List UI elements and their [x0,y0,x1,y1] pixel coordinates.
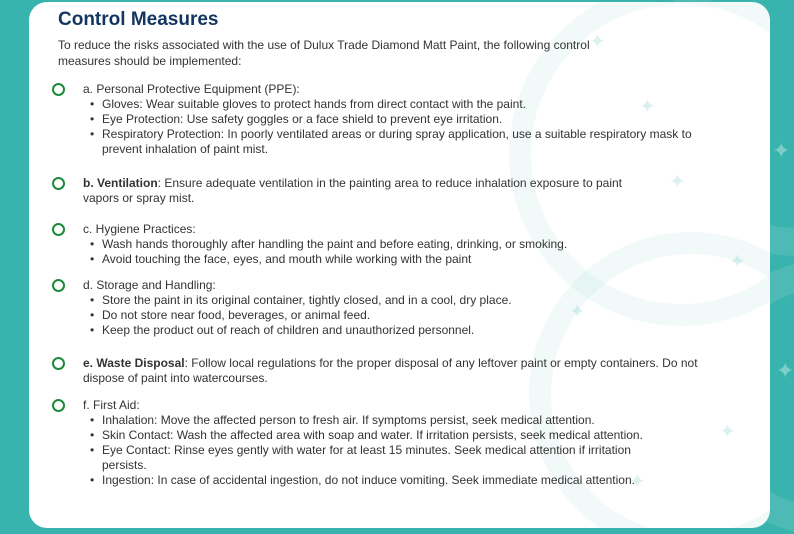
list-item: • Avoid touching the face, eyes, and mouth while working with the paint [83,252,703,267]
list-item: • Respiratory Protection: In poorly ventilated areas or during spray application, use a suitable respiratory mask to prevent inhalation of paint mist. [83,127,703,157]
list-item: • Inhalation: Move the affected person to fresh air. If symptoms persist, seek medical attention. [83,413,643,428]
sparkle-icon: ✦ [719,421,736,443]
bullet-list [83,237,703,267]
sparkle-icon: ✦ [772,138,791,163]
radio-circle-icon[interactable] [52,357,65,370]
section-heading: c. Hygiene Practices: [83,222,196,236]
list-item: • Skin Contact: Wash the affected area with soap and water. If irritation persists, seek medical attention. [83,428,643,443]
section-heading: a. Personal Protective Equipment (PPE): [83,82,300,96]
bullet-list [83,97,703,157]
sparkle-icon: ✦ [639,96,656,118]
intro-text: To reduce the risks associated with the use of Dulux Trade Diamond Matt Paint, the following control measures should be implemented: [58,38,590,68]
sparkle-icon: ✦ [669,171,686,193]
control-measures-card [29,2,770,528]
radio-circle-icon[interactable] [52,399,65,412]
section-heading: f. First Aid: [83,398,140,412]
list-item: • Eye Contact: Rinse eyes gently with water for at least 15 minutes. Seek medical attention if irritation persists. [83,443,643,473]
section-heading: d. Storage and Handling: [83,278,216,292]
radio-circle-icon[interactable] [52,223,65,236]
section-heading: b. Ventilation [83,176,158,190]
list-item: • Wash hands thoroughly after handling the paint and before eating, drinking, or smoking. [83,237,703,252]
list-item: • Eye Protection: Use safety goggles or a face shield to prevent eye irritation. [83,112,703,127]
list-item: • Keep the product out of reach of children and unauthorized personnel. [83,323,703,338]
bullet-list [83,413,643,488]
sparkle-icon: ✦ [776,358,794,383]
sparkle-icon: ✦ [569,301,586,323]
list-item: • Ingestion: In case of accidental ingestion, do not induce vomiting. Seek immediate medical attention. [83,473,643,488]
section-heading: e. Waste Disposal [83,356,185,370]
section-text: : Ensure adequate ventilation in the painting area to reduce inhalation exposure to paint vapors or spray mist. [83,176,622,205]
page-title: Control Measures [58,9,219,30]
radio-circle-icon[interactable] [52,83,65,96]
list-item: • Gloves: Wear suitable gloves to protect hands from direct contact with the paint. [83,97,703,112]
list-item: • Store the paint in its original container, tightly closed, and in a cool, dry place. [83,293,703,308]
bullet-list [83,293,703,338]
radio-circle-icon[interactable] [52,177,65,190]
section-text: : Follow local regulations for the proper disposal of any leftover paint or empty containers. Do not dispose of paint into watercourses. [83,356,698,385]
list-item: • Do not store near food, beverages, or animal feed. [83,308,703,323]
sparkle-icon: ✦ [729,251,746,273]
radio-circle-icon[interactable] [52,279,65,292]
sparkle-icon: ✦ [589,31,606,53]
sparkle-icon: ✦ [629,471,646,493]
